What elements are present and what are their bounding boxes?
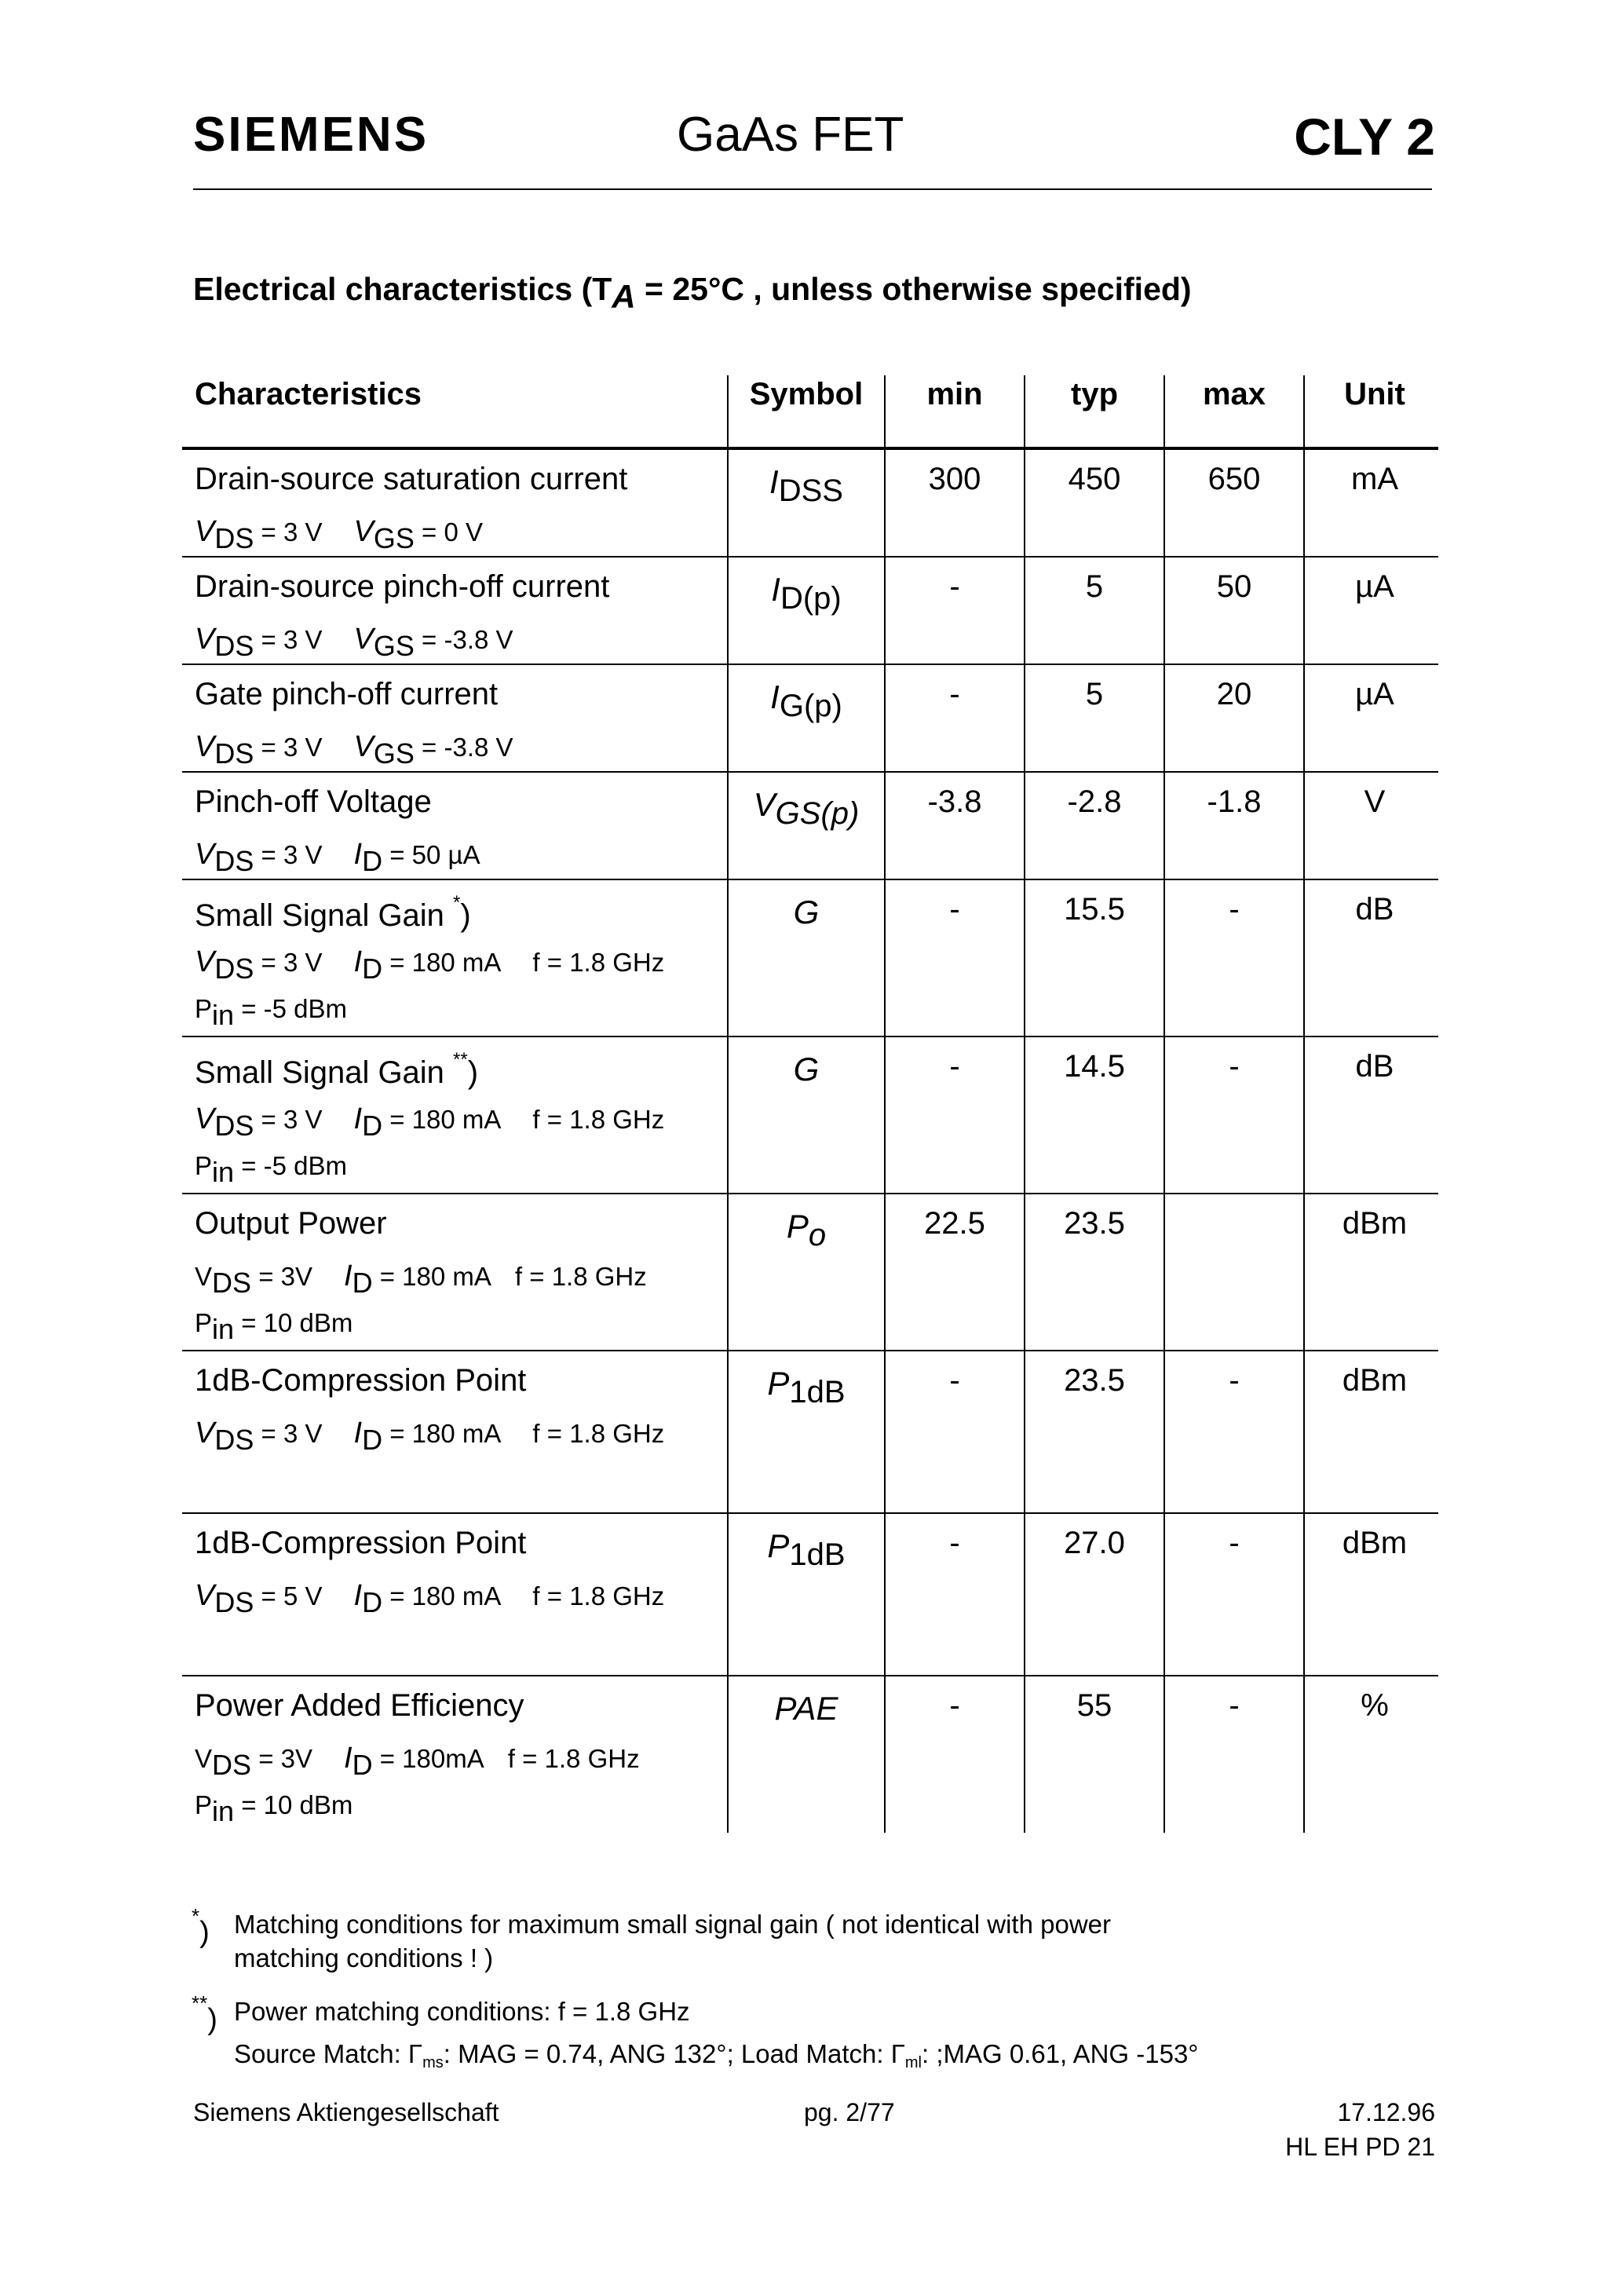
row-symbol: G [793, 1051, 820, 1088]
row-divider [182, 1036, 1438, 1037]
row-typ: 27.0 [1064, 1526, 1125, 1560]
row-symbol: IG(p) [770, 678, 842, 723]
footnote-1-marker: *) [192, 1904, 210, 1949]
row-divider [182, 1193, 1438, 1194]
row-name: Power Added Efficiency [195, 1688, 524, 1723]
row-unit: V [1364, 784, 1386, 819]
row-conditions-2: Pin = 10 dBm [195, 1790, 353, 1827]
footnote-2-line-2: Source Match: Γms: MAG = 0.74, ANG 132°; Load Match: Γml: ;MAG 0.61, ANG -153° [234, 2039, 1199, 2071]
row-divider [182, 664, 1438, 665]
row-conditions: VDS = 3 V ID = 180 mA f = 1.8 GHz [195, 1417, 665, 1456]
row-conditions: VDS = 3 V VGS = -3.8 V [195, 730, 513, 770]
part-number: CLY 2 [1294, 108, 1435, 166]
row-min: - [949, 1526, 960, 1560]
row-conditions: VDS = 3 V ID = 50 µA [195, 838, 480, 877]
row-symbol: P1dB [767, 1365, 846, 1409]
row-symbol: PAE [774, 1690, 838, 1727]
row-name: Pinch-off Voltage [195, 784, 432, 819]
row-divider [182, 771, 1438, 773]
row-min: 22.5 [924, 1206, 985, 1241]
row-min: - [949, 569, 960, 604]
row-max: - [1229, 1526, 1240, 1560]
row-typ: 14.5 [1064, 1049, 1125, 1084]
row-symbol: Po [786, 1208, 827, 1252]
row-unit: µA [1355, 569, 1394, 604]
row-max: -1.8 [1207, 784, 1262, 819]
row-typ: -2.8 [1067, 784, 1122, 819]
footer-doc-code: HL EH PD 21 [1285, 2133, 1435, 2161]
row-divider [182, 1512, 1438, 1514]
footnote-1-line-2: matching conditions ! ) [234, 1943, 494, 1972]
row-max: - [1229, 892, 1240, 927]
row-unit: dB [1355, 1049, 1394, 1084]
row-max: 50 [1216, 569, 1252, 604]
footnote-2-line-1: Power matching conditions: f = 1.8 GHz [234, 1997, 690, 2026]
row-symbol: P1dB [767, 1527, 846, 1572]
header-characteristics: Characteristics [195, 377, 422, 411]
footer-date: 17.12.96 [1337, 2098, 1435, 2126]
row-symbol: VGS(p) [753, 786, 860, 831]
row-min: - [949, 1363, 960, 1398]
row-divider [182, 1350, 1438, 1351]
row-name: 1dB-Compression Point [195, 1526, 527, 1560]
row-min: - [949, 1688, 960, 1723]
header-rule [182, 447, 1438, 450]
section-title-sub: A [612, 278, 636, 315]
row-min: - [949, 677, 960, 711]
row-unit: dBm [1342, 1363, 1408, 1398]
row-name: 1dB-Compression Point [195, 1363, 527, 1398]
header-unit: Unit [1344, 377, 1405, 411]
row-conditions: VDS = 3 V ID = 180 mA f = 1.8 GHz [195, 945, 665, 985]
row-typ: 23.5 [1064, 1206, 1125, 1241]
header-min: min [926, 377, 983, 411]
row-max: - [1229, 1688, 1240, 1723]
footer-page-number: pg. 2/77 [804, 2098, 895, 2126]
row-conditions: VDS = 3 V VGS = 0 V [195, 515, 484, 554]
header-divider [193, 188, 1432, 190]
row-max: - [1229, 1049, 1240, 1084]
section-title-pre: Electrical characteristics (T [193, 271, 612, 307]
row-conditions-2: Pin = 10 dBm [195, 1308, 353, 1345]
row-conditions: VDS = 3 V VGS = -3.8 V [195, 623, 513, 662]
row-name: Small Signal Gain **) [195, 1049, 479, 1090]
row-symbol: IDSS [769, 463, 843, 508]
row-conditions: VDS = 3V ID = 180 mA f = 1.8 GHz [195, 1260, 647, 1299]
row-typ: 55 [1076, 1688, 1112, 1723]
row-conditions: VDS = 5 V ID = 180 mA f = 1.8 GHz [195, 1579, 665, 1618]
row-typ: 15.5 [1064, 892, 1125, 927]
row-name: Output Power [195, 1206, 387, 1241]
header-max: max [1202, 377, 1266, 411]
section-title [193, 271, 1192, 316]
row-divider [182, 556, 1438, 558]
footnote-1-line-1: Matching conditions for maximum small signal gain ( not identical with power [234, 1910, 1111, 1939]
header-typ: typ [1071, 377, 1118, 411]
row-name: Drain-source pinch-off current [195, 569, 610, 604]
row-unit: mA [1351, 462, 1398, 496]
row-name: Gate pinch-off current [195, 677, 499, 711]
row-max: 650 [1207, 462, 1261, 496]
document-title: GaAs FET [677, 108, 904, 162]
footer-company: Siemens Aktiengesellschaft [193, 2098, 499, 2126]
row-conditions-2: Pin = -5 dBm [195, 994, 348, 1031]
row-min: -3.8 [927, 784, 982, 819]
row-symbol: ID(p) [771, 571, 842, 616]
row-divider [182, 879, 1438, 880]
row-min: 300 [928, 462, 981, 496]
row-unit: dB [1355, 892, 1394, 927]
row-conditions: VDS = 3 V ID = 180 mA f = 1.8 GHz [195, 1102, 665, 1142]
row-unit: dBm [1342, 1526, 1408, 1560]
row-typ: 5 [1085, 569, 1104, 604]
row-min: - [949, 1049, 960, 1084]
row-max: 20 [1216, 677, 1252, 711]
row-typ: 5 [1085, 677, 1104, 711]
brand-logo: SIEMENS [193, 108, 429, 162]
row-divider [182, 1675, 1438, 1676]
row-max: - [1229, 1363, 1240, 1398]
row-conditions: VDS = 3V ID = 180mA f = 1.8 GHz [195, 1742, 640, 1781]
row-unit: dBm [1342, 1206, 1408, 1241]
row-typ: 23.5 [1064, 1363, 1125, 1398]
header-symbol: Symbol [749, 377, 864, 411]
section-title-post: = 25°C , unless otherwise specified) [635, 271, 1192, 307]
row-unit: µA [1355, 677, 1394, 711]
row-unit: % [1361, 1688, 1389, 1723]
row-typ: 450 [1068, 462, 1121, 496]
row-name: Drain-source saturation current [195, 462, 628, 496]
row-conditions-2: Pin = -5 dBm [195, 1151, 348, 1188]
row-symbol: G [793, 894, 820, 930]
footnote-2-marker: **) [192, 1991, 217, 2036]
row-min: - [949, 892, 960, 927]
row-name: Small Signal Gain *) [195, 892, 471, 933]
